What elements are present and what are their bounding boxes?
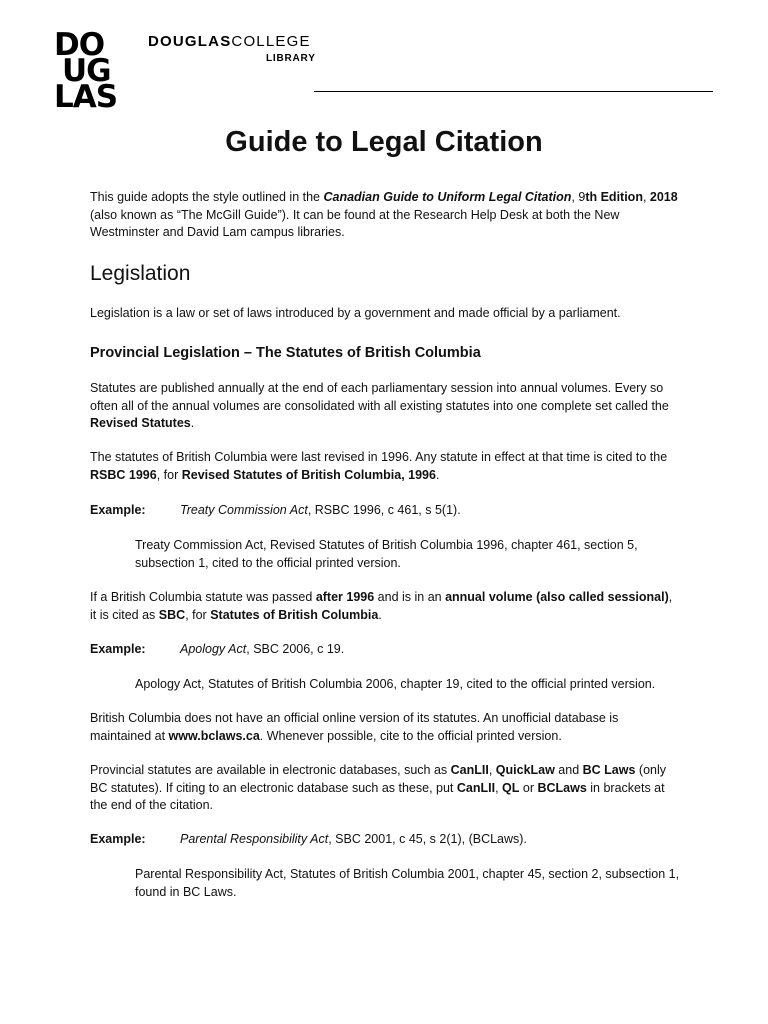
text-run: or	[519, 780, 538, 795]
text-run: , it is cited as	[90, 590, 673, 622]
text-run: ,	[488, 763, 496, 777]
text-run: Revised Statutes of British Columbia, 1996	[181, 467, 436, 482]
text-run: Treaty Commission Act	[180, 503, 308, 517]
text-run: , 9	[571, 190, 586, 204]
brand-bold: DOUGLAS	[148, 33, 232, 50]
douglas-logo	[54, 27, 118, 115]
example-label: Example:	[90, 832, 146, 846]
text-run: , SBC 2006, c 19.	[246, 642, 345, 656]
text-run: Canadian Guide to Uniform Legal Citation	[323, 190, 572, 204]
logo-line: LAS	[54, 79, 118, 115]
section-heading-legislation: Legislation	[90, 262, 191, 285]
paragraph	[90, 380, 680, 433]
text-run: , RSBC 1996, c 461, s 5(1).	[307, 503, 461, 517]
text-run: Parental Responsibility Act	[180, 832, 329, 846]
text-run: BC Laws	[582, 763, 636, 777]
example-line	[90, 831, 680, 849]
text-run: This guide adopts the style outlined in the	[90, 190, 324, 204]
example-label: Example:	[90, 503, 146, 517]
text-run: , for	[185, 607, 211, 622]
text-run: annual volume (also called sessional)	[445, 590, 669, 604]
text-run: and is in an	[374, 590, 446, 604]
brand-sub: LIBRARY	[266, 53, 316, 64]
text-run: and	[554, 763, 583, 777]
text-run: .	[378, 607, 382, 622]
text-run: If a British Columbia statute was passed	[90, 590, 316, 604]
text-run: , for	[156, 467, 182, 482]
bclaws-link-text: www.bclaws.ca	[168, 728, 260, 743]
text-run: .	[435, 467, 440, 482]
paragraph	[90, 762, 680, 815]
text-run: ,	[495, 780, 503, 795]
text-run: Provincial statutes are available in electronic databases, such as	[90, 763, 451, 777]
text-run: after 1996	[315, 590, 375, 604]
text-run: QL	[502, 780, 520, 795]
brand-name	[148, 33, 311, 50]
paragraph	[90, 449, 680, 484]
text-run: th Edition	[585, 190, 643, 204]
text-run: QuickLaw	[495, 763, 555, 777]
text-run: SBC	[158, 607, 186, 622]
text-run: Apology Act	[180, 642, 247, 656]
text-run: Statutes are published annually at the end of each parliamentary session into annual volumes. Every so often all of the annual volumes are consolidated with all existing statutes into one complete set called the	[90, 381, 669, 413]
logo-line: UG	[62, 53, 111, 89]
text-run: The statutes of British Columbia were last revised in 1996. Any statute in effect at that time is cited to the	[90, 450, 668, 464]
example-explanation: Parental Responsibility Act, Statutes of British Columbia 2001, chapter 45, section 2, subsection 1, found in BC Laws.	[135, 867, 680, 899]
text-run: RSBC 1996	[90, 467, 157, 482]
paragraph	[90, 589, 680, 624]
text-run: CanLII	[450, 763, 489, 777]
example-explanation: Apology Act, Statutes of British Columbia 2006, chapter 19, cited to the official printed version.	[135, 677, 656, 691]
text-run: in brackets at the end of the citation.	[90, 780, 665, 812]
example-citation	[180, 641, 344, 659]
text-run: , SBC 2001, c 45, s 2(1), (BCLaws).	[328, 832, 527, 846]
legislation-definition: Legislation is a law or set of laws introduced by a government and made official by a parliament.	[90, 306, 621, 320]
text-run: British Columbia does not have an official online version of its statutes. An unofficial database is maintained at	[90, 711, 619, 743]
example-citation	[180, 831, 527, 849]
example-label: Example:	[90, 642, 146, 656]
text-run: (only BC statutes). If citing to an electronic database such as these, put	[90, 763, 667, 795]
brand-regular: COLLEGE	[231, 33, 311, 50]
paragraph	[90, 710, 680, 745]
logo-line: DO	[54, 27, 105, 63]
text-run: 2018	[649, 190, 678, 204]
text-run: Revised Statutes	[90, 416, 191, 430]
text-run: BCLaws	[537, 780, 587, 795]
text-run: ,	[642, 190, 650, 204]
example-explanation: Treaty Commission Act, Revised Statutes of British Columbia 1996, chapter 461, section 5, subsection 1, cited to the official printed version.	[135, 538, 638, 570]
text-run: CanLII	[456, 780, 496, 795]
example-citation	[180, 502, 461, 520]
page-title: Guide to Legal Citation	[225, 126, 543, 158]
text-run: Statutes of British Columbia	[210, 607, 379, 622]
example-line	[90, 502, 680, 520]
text-run: .	[190, 416, 195, 430]
subsection-heading-provincial: Provincial Legislation – The Statutes of British Columbia	[90, 345, 481, 361]
text-run: (also known as “The McGill Guide”). It can be found at the Research Help Desk at both the New Westminster and David Lam campus libraries.	[90, 207, 620, 239]
header-divider	[314, 91, 713, 92]
intro-paragraph	[90, 189, 680, 242]
example-line	[90, 641, 680, 659]
text-run: . Whenever possible, cite to the official printed version.	[259, 728, 562, 743]
